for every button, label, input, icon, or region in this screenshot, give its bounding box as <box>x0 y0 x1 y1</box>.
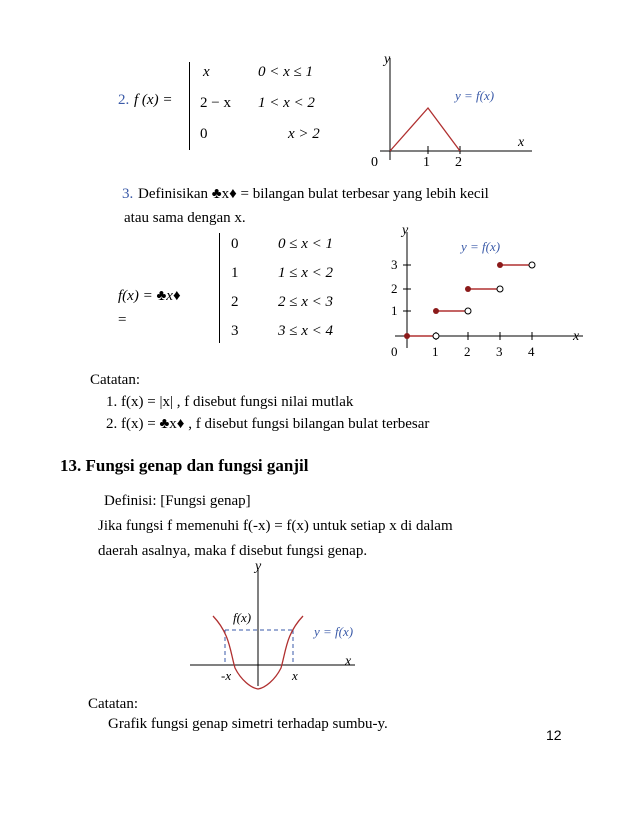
tick-label: 2 <box>391 281 398 296</box>
tick-label: 3 <box>391 257 398 272</box>
case-expr: 2 − x <box>200 95 231 111</box>
tick-label: 1 <box>432 344 439 359</box>
floor-brace <box>219 233 220 343</box>
fx-label: f(x) <box>233 610 252 625</box>
function-curve <box>390 108 460 151</box>
note-text: Grafik fungsi genap simetri terhadap sumbu-y. <box>108 716 388 732</box>
pos-x-label: x <box>292 668 298 683</box>
piecewise-brace <box>189 62 190 150</box>
neg-x-label: -x <box>221 668 232 683</box>
tick-label: 1 <box>423 155 430 170</box>
item-number-2: 2. <box>118 92 130 108</box>
tick-label: 2 <box>464 344 471 359</box>
case-expr: 2 <box>231 294 239 310</box>
definition-line-1: Definisikan ♣x♦ = bilangan bulat terbesar yang lebih kecil <box>138 186 489 202</box>
section-heading: 13. Fungsi genap dan fungsi ganjil <box>60 456 309 475</box>
tick-label: 4 <box>528 344 535 359</box>
y-axis-label: y <box>255 559 262 574</box>
definition-text: daerah asalnya, maka f disebut fungsi genap. <box>98 543 368 559</box>
note-title: Catatan: <box>88 696 138 712</box>
case-expr: x <box>203 64 210 80</box>
case-cond: 1 < x < 2 <box>258 95 315 111</box>
open-point <box>497 286 503 292</box>
closed-point <box>465 286 471 292</box>
closed-point <box>404 333 410 339</box>
case-cond: 1 ≤ x < 2 <box>278 265 334 281</box>
tick-label: 0 <box>391 344 398 359</box>
case-cond: 0 < x ≤ 1 <box>258 64 314 80</box>
graph-even-function <box>185 556 365 696</box>
floor-lhs-eq: = <box>118 312 127 328</box>
y-axis-label: y <box>402 223 409 238</box>
tick-label: 3 <box>496 344 503 359</box>
closed-point <box>433 308 439 314</box>
tick-label: 0 <box>371 155 378 170</box>
definition-title: Definisi: [Fungsi genap] <box>104 493 251 509</box>
graph-floor <box>385 220 590 365</box>
curve-label: y = f(x) <box>314 624 354 639</box>
tick-label: 1 <box>391 303 398 318</box>
case-cond: 3 ≤ x < 4 <box>278 323 334 339</box>
page-number: 12 <box>546 727 562 743</box>
x-axis-label: x <box>573 329 580 344</box>
case-expr: 0 <box>200 126 208 142</box>
note-item: 1. f(x) = |x| , f disebut fungsi nilai mutlak <box>106 394 354 410</box>
curve-label: y = f(x) <box>455 88 495 103</box>
piecewise-lhs: f (x) = <box>134 92 173 108</box>
note-title: Catatan: <box>90 372 140 388</box>
note-item: 2. f(x) = ♣x♦ , f disebut fungsi bilangan bulat terbesar <box>106 416 430 432</box>
case-expr: 3 <box>231 323 239 339</box>
x-axis-label: x <box>518 135 525 150</box>
definition-text: Jika fungsi f memenuhi f(-x) = f(x) untuk setiap x di dalam <box>98 518 453 534</box>
graph-piecewise <box>360 48 540 173</box>
open-point <box>465 308 471 314</box>
y-axis-label: y <box>384 52 391 67</box>
open-point <box>433 333 439 339</box>
closed-point <box>497 262 503 268</box>
case-expr: 1 <box>231 265 239 281</box>
floor-lhs: f(x) = ♣x♦ <box>118 288 181 304</box>
case-cond: x > 2 <box>288 126 320 142</box>
case-cond: 2 ≤ x < 3 <box>278 294 334 310</box>
item-number-3: 3. <box>122 186 134 202</box>
tick-label: 2 <box>455 155 462 170</box>
open-point <box>529 262 535 268</box>
x-axis-label: x <box>345 654 352 669</box>
curve-label: y = f(x) <box>461 239 501 254</box>
definition-line-2: atau sama dengan x. <box>124 210 246 226</box>
case-cond: 0 ≤ x < 1 <box>278 236 334 252</box>
case-expr: 0 <box>231 236 239 252</box>
